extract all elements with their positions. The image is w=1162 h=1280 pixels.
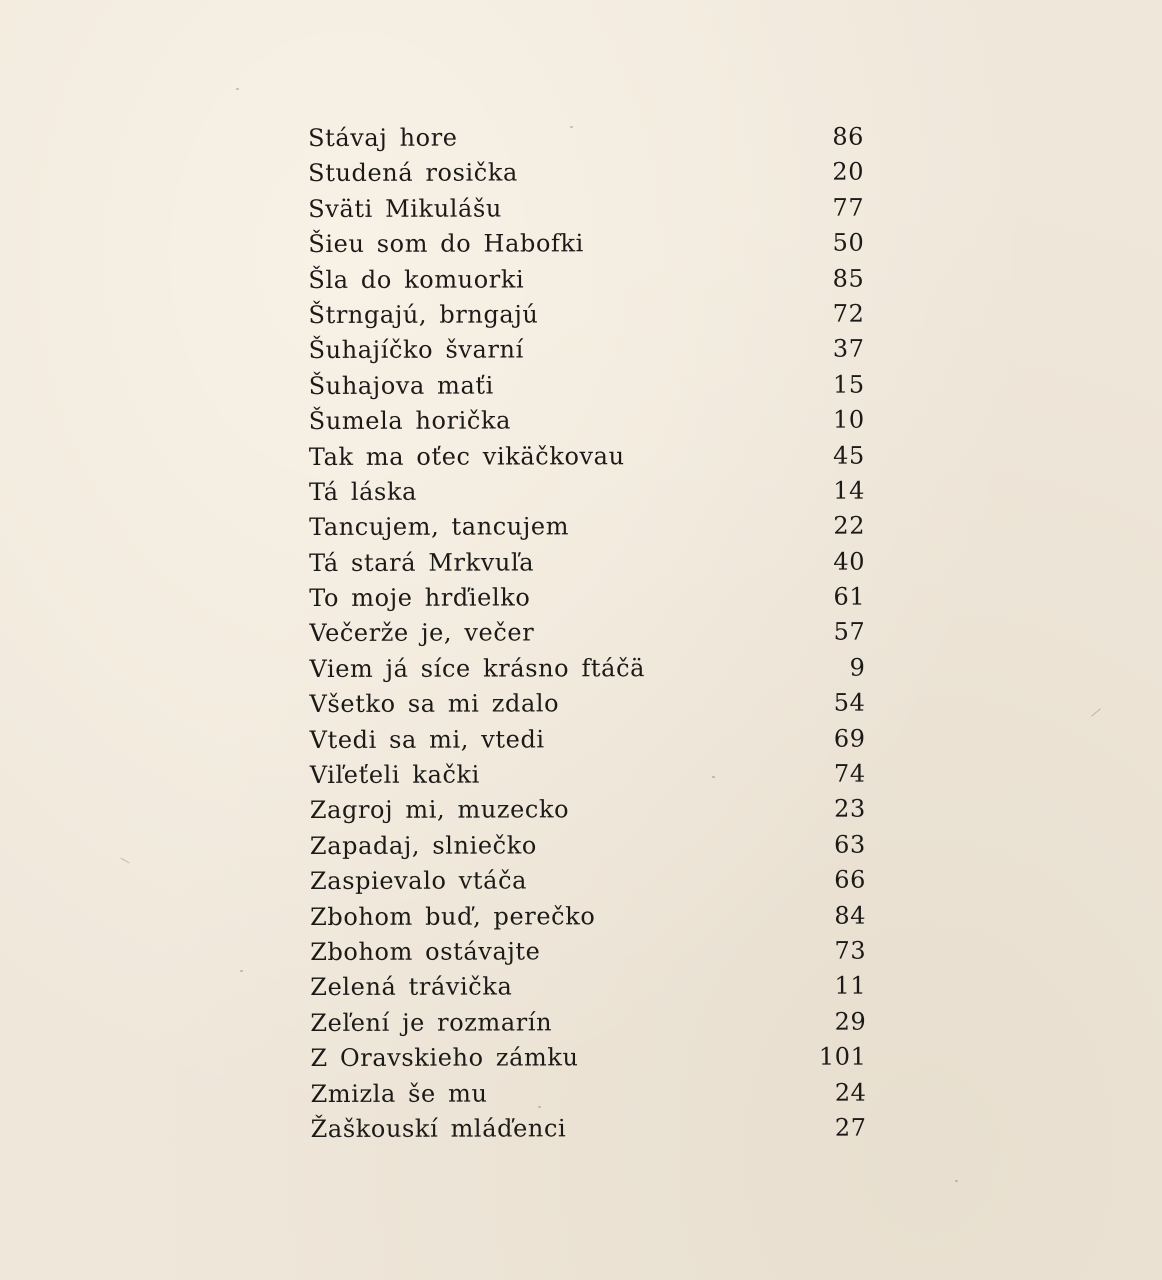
paper-fiber (1091, 708, 1101, 716)
index-entry (310, 1040, 866, 1077)
song-title: Tancujem, tancujem (309, 512, 570, 542)
page-number: 74 (833, 759, 866, 788)
index-entry (309, 438, 865, 475)
index-entry (310, 792, 866, 829)
song-title: Vtedi sa mi, vtedi (309, 725, 545, 754)
song-title: Šla do komuorki (308, 264, 525, 294)
song-title: Zbohom buď, perečko (310, 901, 596, 931)
index-entry (309, 332, 865, 369)
index-entry (309, 650, 865, 687)
index-entry (309, 686, 865, 723)
page-number: 11 (834, 971, 867, 1000)
page-number: 40 (833, 547, 866, 576)
index-entry (308, 120, 864, 157)
song-title: Zapadaj, slniečko (309, 831, 537, 860)
song-title: Šumela horička (308, 406, 512, 436)
index-entry (308, 190, 864, 227)
index-entry (309, 580, 865, 617)
page-number: 29 (834, 1007, 867, 1036)
index-entry (310, 1004, 866, 1041)
song-title: Zeľení je rozmarín (310, 1008, 553, 1037)
song-title: Zagroj mi, muzecko (309, 795, 570, 825)
index-entry (308, 155, 864, 192)
paper-speck (240, 970, 243, 972)
page-number: 9 (849, 653, 866, 682)
paper-speck (955, 1180, 958, 1182)
song-title: Tak ma oťec vikäčkovau (308, 441, 625, 471)
index-entry (310, 898, 866, 935)
page-number: 61 (833, 582, 866, 611)
index-entry (308, 261, 864, 298)
song-title: Večerže je, večer (309, 618, 535, 648)
index-entry (309, 473, 865, 510)
song-title: Šuhajova maťi (308, 371, 494, 400)
song-title: To moje hrďielko (309, 583, 531, 613)
song-title: Viľeťeli kački (309, 760, 480, 790)
song-title: Sväti Mikulášu (308, 194, 502, 223)
page-number: 22 (833, 511, 866, 540)
index-entry (311, 1075, 867, 1112)
index-entry (310, 757, 866, 794)
page-number: 23 (834, 794, 866, 824)
paper-fiber (120, 858, 129, 864)
index-entry (309, 509, 865, 546)
page-number: 15 (832, 370, 865, 399)
page-number: 86 (832, 122, 865, 151)
page-number: 10 (832, 405, 865, 434)
song-title: Žaškouskí mláďenci (310, 1114, 567, 1143)
page-number: 57 (833, 618, 866, 647)
page-number: 27 (834, 1113, 867, 1142)
song-title: Šieu som do Habofki (308, 229, 584, 259)
song-title: Zaspievalo vtáča (309, 866, 528, 896)
page-number: 63 (834, 830, 866, 859)
page-number: 84 (834, 901, 867, 930)
song-title: Zbohom ostávajte (310, 937, 541, 966)
page-number: 24 (834, 1078, 867, 1107)
index-entry (310, 969, 866, 1006)
index-entry (310, 721, 866, 758)
index-entry (309, 403, 865, 440)
index-entry (310, 827, 866, 864)
index-entry (309, 615, 865, 652)
index-entry (308, 296, 864, 333)
page-number: 20 (832, 157, 865, 187)
page-number: 101 (818, 1042, 867, 1071)
index-entry (309, 544, 865, 581)
song-title: Štrngajú, brngajú (308, 300, 539, 329)
song-title: Viem já síce krásno ftáčä (309, 653, 646, 683)
page-number: 66 (834, 865, 867, 894)
song-title: Tá stará Mrkvuľa (309, 548, 535, 577)
page-number: 85 (832, 264, 865, 293)
page-number: 69 (833, 724, 866, 753)
song-title: Zelená trávička (310, 972, 513, 1002)
song-title: Stávaj hore (308, 123, 458, 152)
page-number: 37 (832, 334, 865, 363)
song-title: Zmizla še mu (310, 1079, 488, 1108)
index-entry (308, 226, 864, 263)
song-title: Studená rosička (308, 158, 518, 188)
index-entry (309, 367, 865, 404)
song-title: Šuhajíčko švarní (308, 335, 524, 365)
index-entry (310, 863, 866, 900)
song-title: Všetko sa mi zdalo (309, 689, 560, 719)
page-number: 72 (832, 299, 865, 328)
page-number: 14 (833, 476, 866, 505)
page-number: 73 (834, 936, 867, 965)
paper-speck (236, 88, 239, 90)
index-entry (311, 1110, 867, 1147)
song-title: Z Oravskieho zámku (310, 1043, 579, 1073)
page-number: 77 (832, 193, 865, 222)
song-index-list (308, 120, 867, 1148)
song-title: Tá láska (308, 477, 418, 506)
page-number: 54 (833, 688, 866, 717)
page-number: 45 (833, 441, 865, 470)
page-number: 50 (832, 228, 865, 257)
index-entry (310, 934, 866, 971)
